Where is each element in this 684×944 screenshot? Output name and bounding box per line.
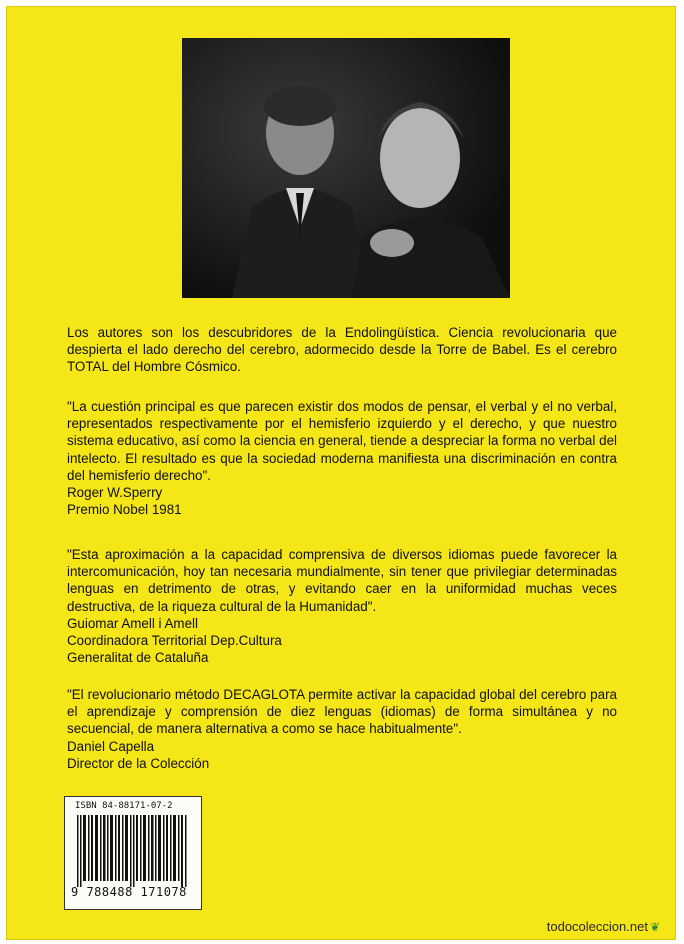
isbn-label: ISBN 84-88171-07-2: [75, 801, 173, 811]
intro-paragraph: Los autores son los descubridores de la Endolingüística. Ciencia revolucionaria que despierta el lado derecho del cerebro, adormecido desde la Torre de Babel. Es el cerebro TOTAL del Hombre Cósmico.: [67, 325, 617, 375]
barcode-digits: 9 788488 171078: [71, 885, 187, 899]
intro-text-block: [67, 324, 617, 376]
quote-author: Daniel Capella: [67, 738, 155, 754]
quote-amell: [67, 546, 617, 666]
quote-author-org: Generalitat de Cataluña: [67, 650, 209, 666]
back-cover: [6, 6, 676, 940]
quote-sperry: [67, 398, 617, 518]
quote-author-title: Premio Nobel 1981: [67, 502, 182, 518]
quote-author: Roger W.Sperry: [67, 485, 163, 501]
quote-capella: [67, 686, 617, 772]
quote-author-title: Director de la Colección: [67, 755, 210, 771]
quote-text: "Esta aproximación a la capacidad comprensiva de diversos idiomas puede favorecer la intercomunicación, hoy tan necesaria mundialmente, sin tener que privilegiar determinadas lenguas en detrimento de otras, y evitando caer en la uniformidad muchas veces destructiva, de la riqueza cultural de la Humanidad".: [67, 547, 617, 614]
isbn-barcode: [64, 796, 202, 910]
quote-text: "El revolucionario método DECAGLOTA permite activar la capacidad global del cerebro para el aprendizaje y comprensión de diez lenguas (idiomas) de forma simultánea y no secuencial, de manera alternativa a como se hace habitualmente".: [67, 687, 617, 737]
leaf-icon: ❦: [649, 919, 660, 934]
watermark-text: todocoleccion.net: [546, 919, 648, 934]
watermark: [547, 919, 660, 934]
author-photo-image: [182, 38, 510, 298]
quote-author: Guiomar Amell i Amell: [67, 615, 198, 631]
author-photo: [182, 38, 510, 298]
quote-author-title: Coordinadora Territorial Dep.Cultura: [67, 633, 282, 649]
quote-text: "La cuestión principal es que parecen existir dos modos de pensar, el verbal y el no verbal, representados respectivamente por el hemisferio izquierdo y el derecho, y que nuestro sistema educativo, así como la ciencia en general, tiende a despreciar la forma no verbal del intelecto. El resultado es que la sociedad moderna manifiesta una discriminación en contra del hemisferio derecho".: [67, 399, 617, 483]
barcode-bars: [77, 815, 189, 887]
